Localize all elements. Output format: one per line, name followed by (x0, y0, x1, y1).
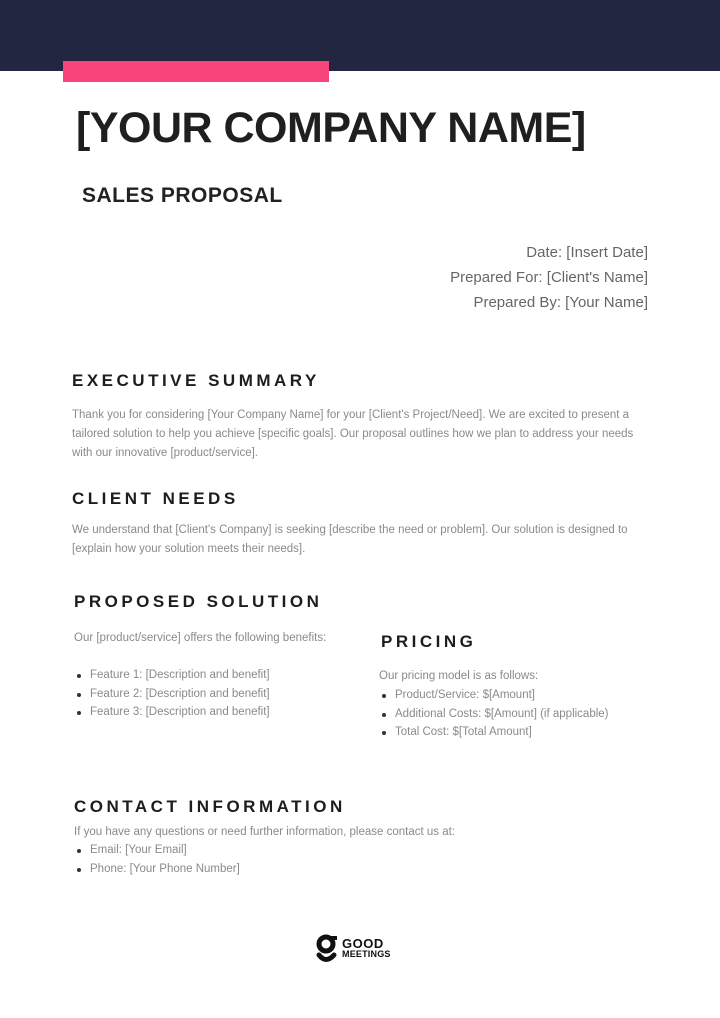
meta-prepared-for: Prepared For: [Client's Name] (450, 269, 648, 286)
logo-line2: MEETINGS (342, 949, 391, 959)
list-item: Feature 1: [Description and benefit] (74, 666, 270, 685)
proposed-solution-heading: PROPOSED SOLUTION (74, 592, 323, 611)
list-item: Total Cost: $[Total Amount] (379, 723, 609, 742)
client-needs-body: We understand that [Client's Company] is seeking [describe the need or problem]. Our solution is designed to [explain how your solution meets their needs]. (72, 524, 628, 555)
good-meetings-g-icon (316, 934, 338, 964)
meta-prepared-by: Prepared By: [Your Name] (473, 294, 648, 311)
proposed-solution-intro: Our [product/service] offers the following benefits: (74, 632, 327, 644)
company-name: [YOUR COMPANY NAME] (76, 104, 586, 152)
accent-stripe (63, 61, 329, 82)
pricing-heading: PRICING (381, 632, 477, 651)
contact-intro: If you have any questions or need further information, please contact us at: (74, 826, 456, 838)
list-item: Feature 2: [Description and benefit] (74, 685, 270, 704)
meta-date: Date: [Insert Date] (526, 244, 648, 261)
good-meetings-logo (316, 934, 391, 964)
list-item: Additional Costs: $[Amount] (if applicable) (379, 705, 609, 724)
client-needs-heading: CLIENT NEEDS (72, 489, 239, 508)
list-item: Phone: [Your Phone Number] (74, 860, 240, 879)
executive-summary-heading: EXECUTIVE SUMMARY (72, 371, 320, 390)
list-item: Feature 3: [Description and benefit] (74, 703, 270, 722)
proposal-meta (450, 240, 648, 315)
contact-list (74, 841, 240, 878)
contact-heading: CONTACT INFORMATION (74, 797, 346, 816)
proposed-solution-list (74, 666, 270, 722)
pricing-list (379, 686, 609, 742)
document-subtitle: SALES PROPOSAL (82, 184, 283, 207)
list-item: Email: [Your Email] (74, 841, 240, 860)
executive-summary-body: Thank you for considering [Your Company Name] for your [Client's Project/Need]. We are excited to present a tailored solution to help you achieve [specific goals]. Our proposal outlines how we plan to address your needs with our innovative [product/service]. (72, 409, 634, 459)
logo-line1: GOOD (342, 936, 384, 951)
list-item: Product/Service: $[Amount] (379, 686, 609, 705)
pricing-intro: Our pricing model is as follows: (379, 670, 539, 682)
